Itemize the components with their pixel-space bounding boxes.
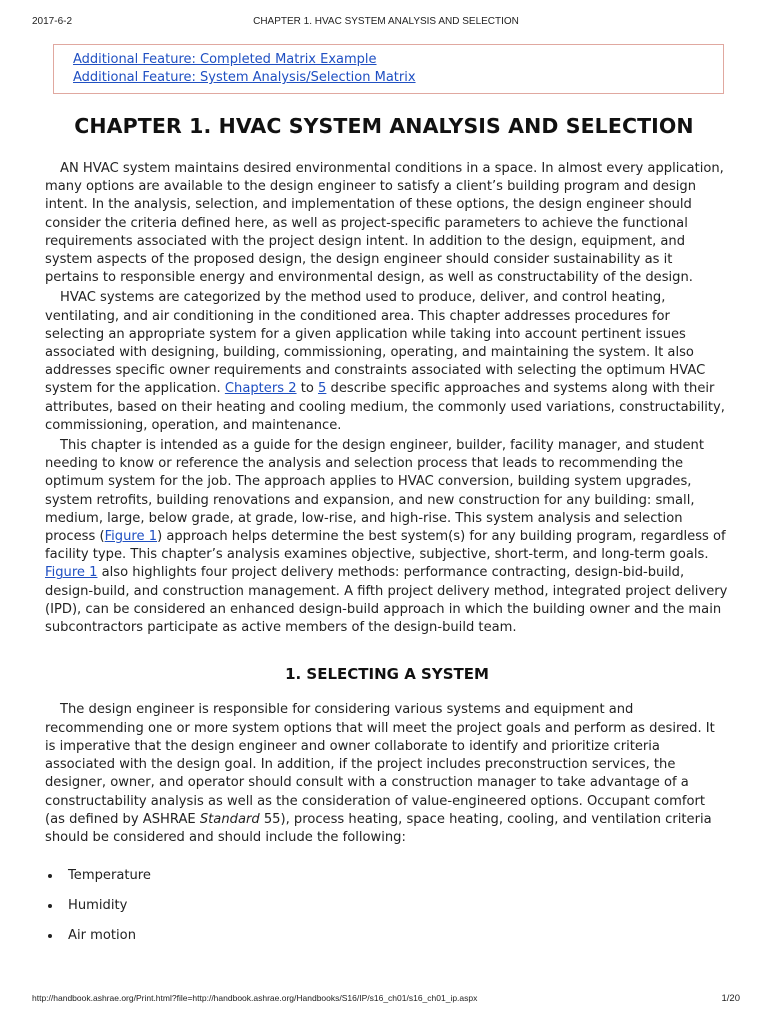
print-footer: [32, 993, 740, 1007]
list-item-label: Temperature: [68, 868, 151, 884]
chapters-2-link[interactable]: Chapters 2: [224, 381, 297, 397]
chapter-5-link[interactable]: 5: [318, 381, 327, 397]
system-analysis-selection-matrix-link[interactable]: Additional Feature: System Analysis/Selection Matrix: [73, 70, 416, 85]
intro-paragraph-2: [45, 289, 729, 435]
figure-1-link[interactable]: Figure 1: [104, 529, 158, 545]
comfort-criteria-list: [45, 867, 729, 945]
chapter-title: CHAPTER 1. HVAC SYSTEM ANALYSIS AND SELECTION: [74, 114, 694, 138]
page-number: 1/20: [721, 993, 740, 1004]
section1-p1-text-a: The design engineer is responsible for considering various systems and equipment and recommending one or more system options that will meet the project goals and perform as desired. It is imperative that the design engineer and owner collaborate to identify and prioritize criteria associated with the design goal. In addition, if the project includes preconstruction services, the designer, owner, and operator should consult with a construction manager to take advantage of a constructability analysis as well as the consideration of value-engineered options. Occupant comfort (as defined by ASHRAE: [45, 702, 715, 827]
bullet-icon: [48, 934, 52, 938]
intro-p3-text-b: ) approach helps determine the best system(s) for any building program, regardless of facility type. This chapter’s analysis examines objective, subjective, short-term, and long-term goals.: [45, 529, 726, 563]
intro-p3-text-a: This chapter is intended as a guide for the design engineer, builder, facility manager, and student needing to know or reference the analysis and selection process that leads to recommending the optimum system for the job. The approach applies to HVAC conversion, building system upgrades, system retrofits, building renovations and expansion, and new construction for any building: small, medium, large, below grade, at grade, low-rise, and high-rise. This system analysis and selection process (: [45, 438, 704, 545]
list-item: [45, 867, 729, 885]
print-header: [32, 16, 740, 30]
bullet-icon: [48, 904, 52, 908]
print-header-title: CHAPTER 1. HVAC SYSTEM ANALYSIS AND SELECTION: [253, 16, 519, 27]
list-item: [45, 897, 729, 915]
intro-paragraph-3: [45, 437, 729, 637]
additional-features-box: [53, 44, 724, 94]
figure-1-link-second[interactable]: Figure 1: [45, 565, 98, 581]
intro-p2-text-b: to: [296, 381, 319, 397]
intro-paragraph-1: AN HVAC system maintains desired environmental conditions in a space. In almost every application, many options are available to the design engineer to satisfy a client’s building program and design intent. In the analysis, selection, and implementation of these options, the design engineer should consider the criteria defined here, as well as project-specific parameters to achieve the functional requirements associated with the project design intent. In addition to the design, equipment, and system aspects of the proposed design, the design engineer should consider sustainability as it pertains to responsible energy and environmental design, as well as constructability of the design.: [45, 161, 724, 286]
section-heading-selecting-a-system: 1. SELECTING A SYSTEM: [285, 665, 489, 684]
completed-matrix-example-link[interactable]: Additional Feature: Completed Matrix Example: [73, 52, 377, 67]
list-item: [45, 927, 729, 945]
print-url: http://handbook.ashrae.org/Print.html?file=http://handbook.ashrae.org/Handbooks/S16/IP/s16_ch01/s16_ch01_ip.aspx: [32, 993, 478, 1003]
print-date: 2017-6-2: [32, 16, 73, 27]
section1-paragraph-1: [45, 701, 729, 847]
intro-p2-text-c: describe specific approaches and systems along with their attributes, based on their heating and cooling medium, the commonly used variations, constructability, commissioning, operation, and maintenance.: [45, 381, 725, 433]
section1-p1-text-b: 55), process heating, space heating, cooling, and ventilation criteria should be considered and should include the following:: [45, 811, 712, 845]
list-item-label: Humidity: [68, 898, 128, 914]
list-item-label: Air motion: [68, 928, 136, 944]
chapter-content: [45, 160, 729, 957]
intro-p2-text-a: HVAC systems are categorized by the method used to produce, deliver, and control heating, ventilating, and air conditioning in the conditioned area. This chapter addresses procedures for selecting an appropriate system for a given application while taking into account pertinent issues associated with designing, building, commissioning, operating, and maintaining the system. It also addresses specific owner requirements and constraints associated with selecting the optimum HVAC system for the application.: [45, 290, 706, 397]
bullet-icon: [48, 874, 52, 878]
intro-p3-text-c: also highlights four project delivery methods: performance contracting, design-bid-build, design-build, and construction management. A fifth project delivery method, integrated project delivery (IPD), can be considered an enhanced design-build approach in which the building owner and the main subcontractors participate as active members of the design-build team.: [45, 565, 728, 636]
standard-italic: Standard: [199, 811, 260, 827]
